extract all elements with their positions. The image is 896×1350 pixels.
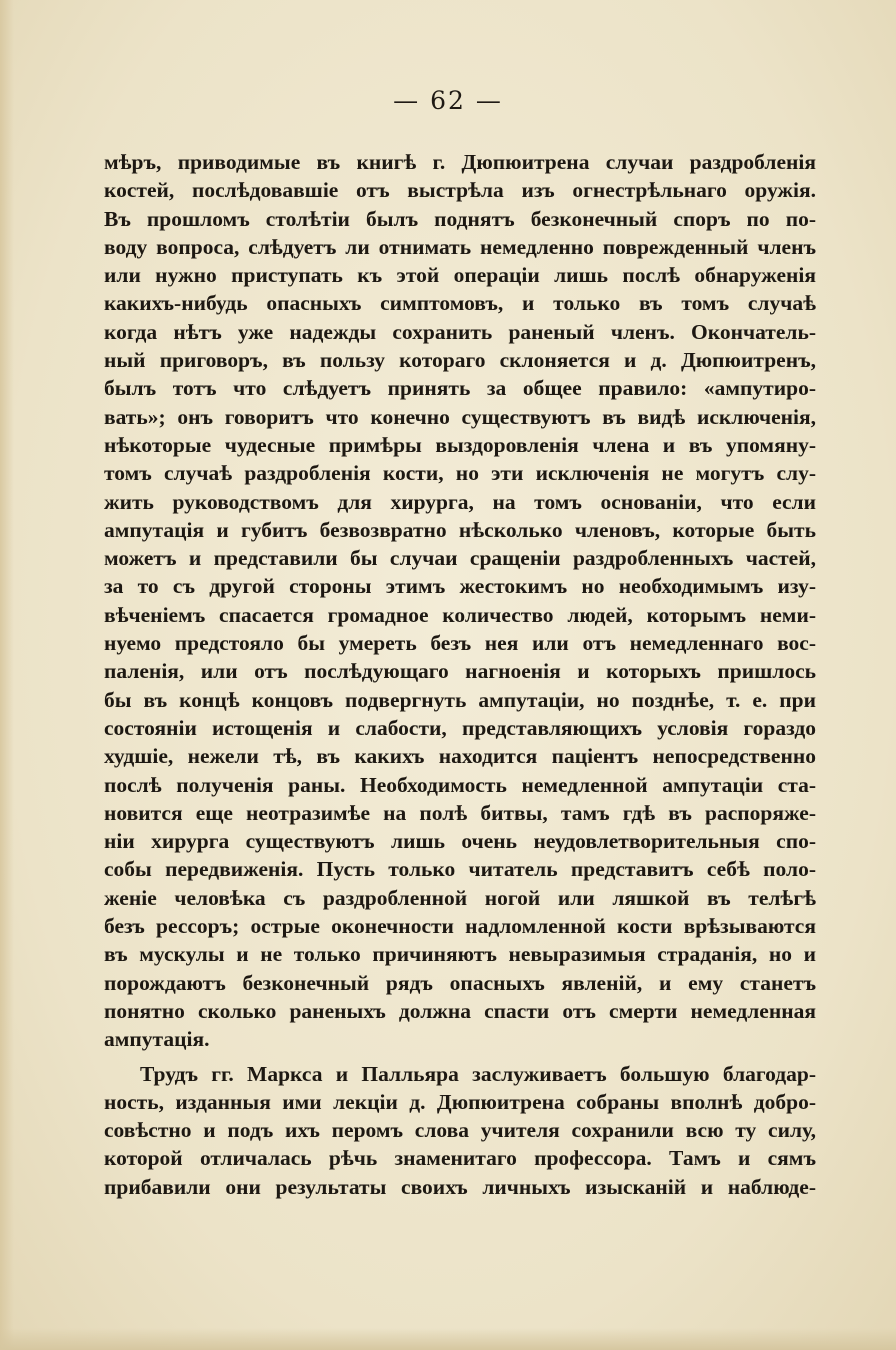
text-line: безъ рессоръ; острые оконечности надломленной кости врѣзываются [104,914,816,939]
text-line: костей, послѣдовавшіе отъ выстрѣла изъ огнестрѣльнаго оружія. [104,178,816,203]
text-line: нуемо предстояло бы умереть безъ нея или отъ немедленнаго вос- [104,631,816,656]
text-line: вѣченіемъ спасается громадное количество людей, которымъ неми- [104,602,816,627]
text-line: какихъ-нибудь опасныхъ симптомовъ, и только въ томъ случаѣ [104,291,816,316]
text-line: женіе человѣка съ раздробленной ногой или ляшкой въ телѣгѣ [104,885,816,910]
text-line: состояніи истощенія и слабости, представляющихъ условія гораздо [104,715,816,740]
text-line: мѣръ, приводимые въ книгѣ г. Дюпюитрена случаи раздробленія [104,150,816,174]
text-line: Въ прошломъ столѣтіи былъ поднятъ безконечный споръ по по- [104,206,816,231]
text-line: ніи хирурга существуютъ лишь очень неудовлетворительныя спо- [104,829,816,854]
text-line: которой отличалась рѣчь знаменитаго профессора. Тамъ и сямъ [104,1146,816,1171]
page-edge-shadow-bottom [0,1328,896,1350]
text-line: послѣ полученія раны. Необходимость немедленной ампутаціи ста- [104,772,816,797]
text-line: новится еще неотразимѣе на полѣ битвы, тамъ гдѣ въ распоряже- [104,800,816,825]
text-line: ность, изданныя ими лекціи д. Дюпюитрена собраны вполнѣ добро- [104,1089,816,1114]
text-line: жить руководствомъ для хирурга, на томъ основаніи, что если [104,489,816,514]
text-line: вать»; онъ говоритъ что конечно существуютъ въ видѣ исключенія, [104,404,816,429]
text-line: паленія, или отъ послѣдующаго нагноенія и которыхъ пришлось [104,659,816,684]
text-line: за то съ другой стороны этимъ жестокимъ но необходимымъ изу- [104,574,816,599]
text-line: ампутація. [104,1027,210,1052]
body-text [104,148,816,1201]
text-line: воду вопроса, слѣдуетъ ли отнимать немедленно поврежденный членъ [104,234,816,259]
text-line: бы въ концѣ концовъ подвергнуть ампутаціи, но позднѣе, т. е. при [104,687,816,712]
text-line: ампутація и губитъ безвозвратно нѣсколько членовъ, которые быть [104,517,816,542]
text-line: худшіе, нежели тѣ, въ какихъ находится паціентъ непосредственно [104,744,816,769]
text-line: порождаютъ безконечный рядъ опасныхъ явленій, и ему станетъ [104,970,816,995]
text-line: былъ тотъ что слѣдуетъ принять за общее правило: «ампутиро- [104,376,816,401]
page-edge-shadow-left [0,0,14,1350]
text-line: Трудъ гг. Маркса и Палльяра заслуживаетъ большую благодар- [140,1061,816,1086]
text-line: томъ случаѣ раздробленія кости, но эти исключенія не могутъ слу- [104,461,816,486]
text-line: можетъ и представили бы случаи сращеніи раздробленныхъ частей, [104,546,816,571]
paragraph [104,1060,816,1201]
text-line: въ мускулы и не только причиняютъ невыразимыя страданія, но и [104,942,816,967]
paragraph [104,148,816,1054]
text-line: понятно сколько раненыхъ должна спасти отъ смерти немедленная [104,998,816,1023]
text-line: ный приговоръ, въ пользу котораго склоняется и д. Дюпюитренъ, [104,348,816,373]
text-line: совѣстно и подъ ихъ перомъ слова учителя сохранили всю ту силу, [104,1118,816,1143]
text-line: когда нѣтъ уже надежды сохранить раненый членъ. Окончатель- [104,319,816,344]
page-number: — 62 — [393,86,503,115]
text-line: собы передвиженія. Пусть только читатель представитъ себѣ поло- [104,857,816,882]
text-line: или нужно приступать къ этой операціи лишь послѣ обнаруженія [104,263,816,288]
text-line: нѣкоторые чудесные примѣры выздоровленія члена и въ упомяну- [104,432,816,457]
text-line: прибавили они результаты своихъ личныхъ изысканій и наблюде- [104,1174,816,1199]
